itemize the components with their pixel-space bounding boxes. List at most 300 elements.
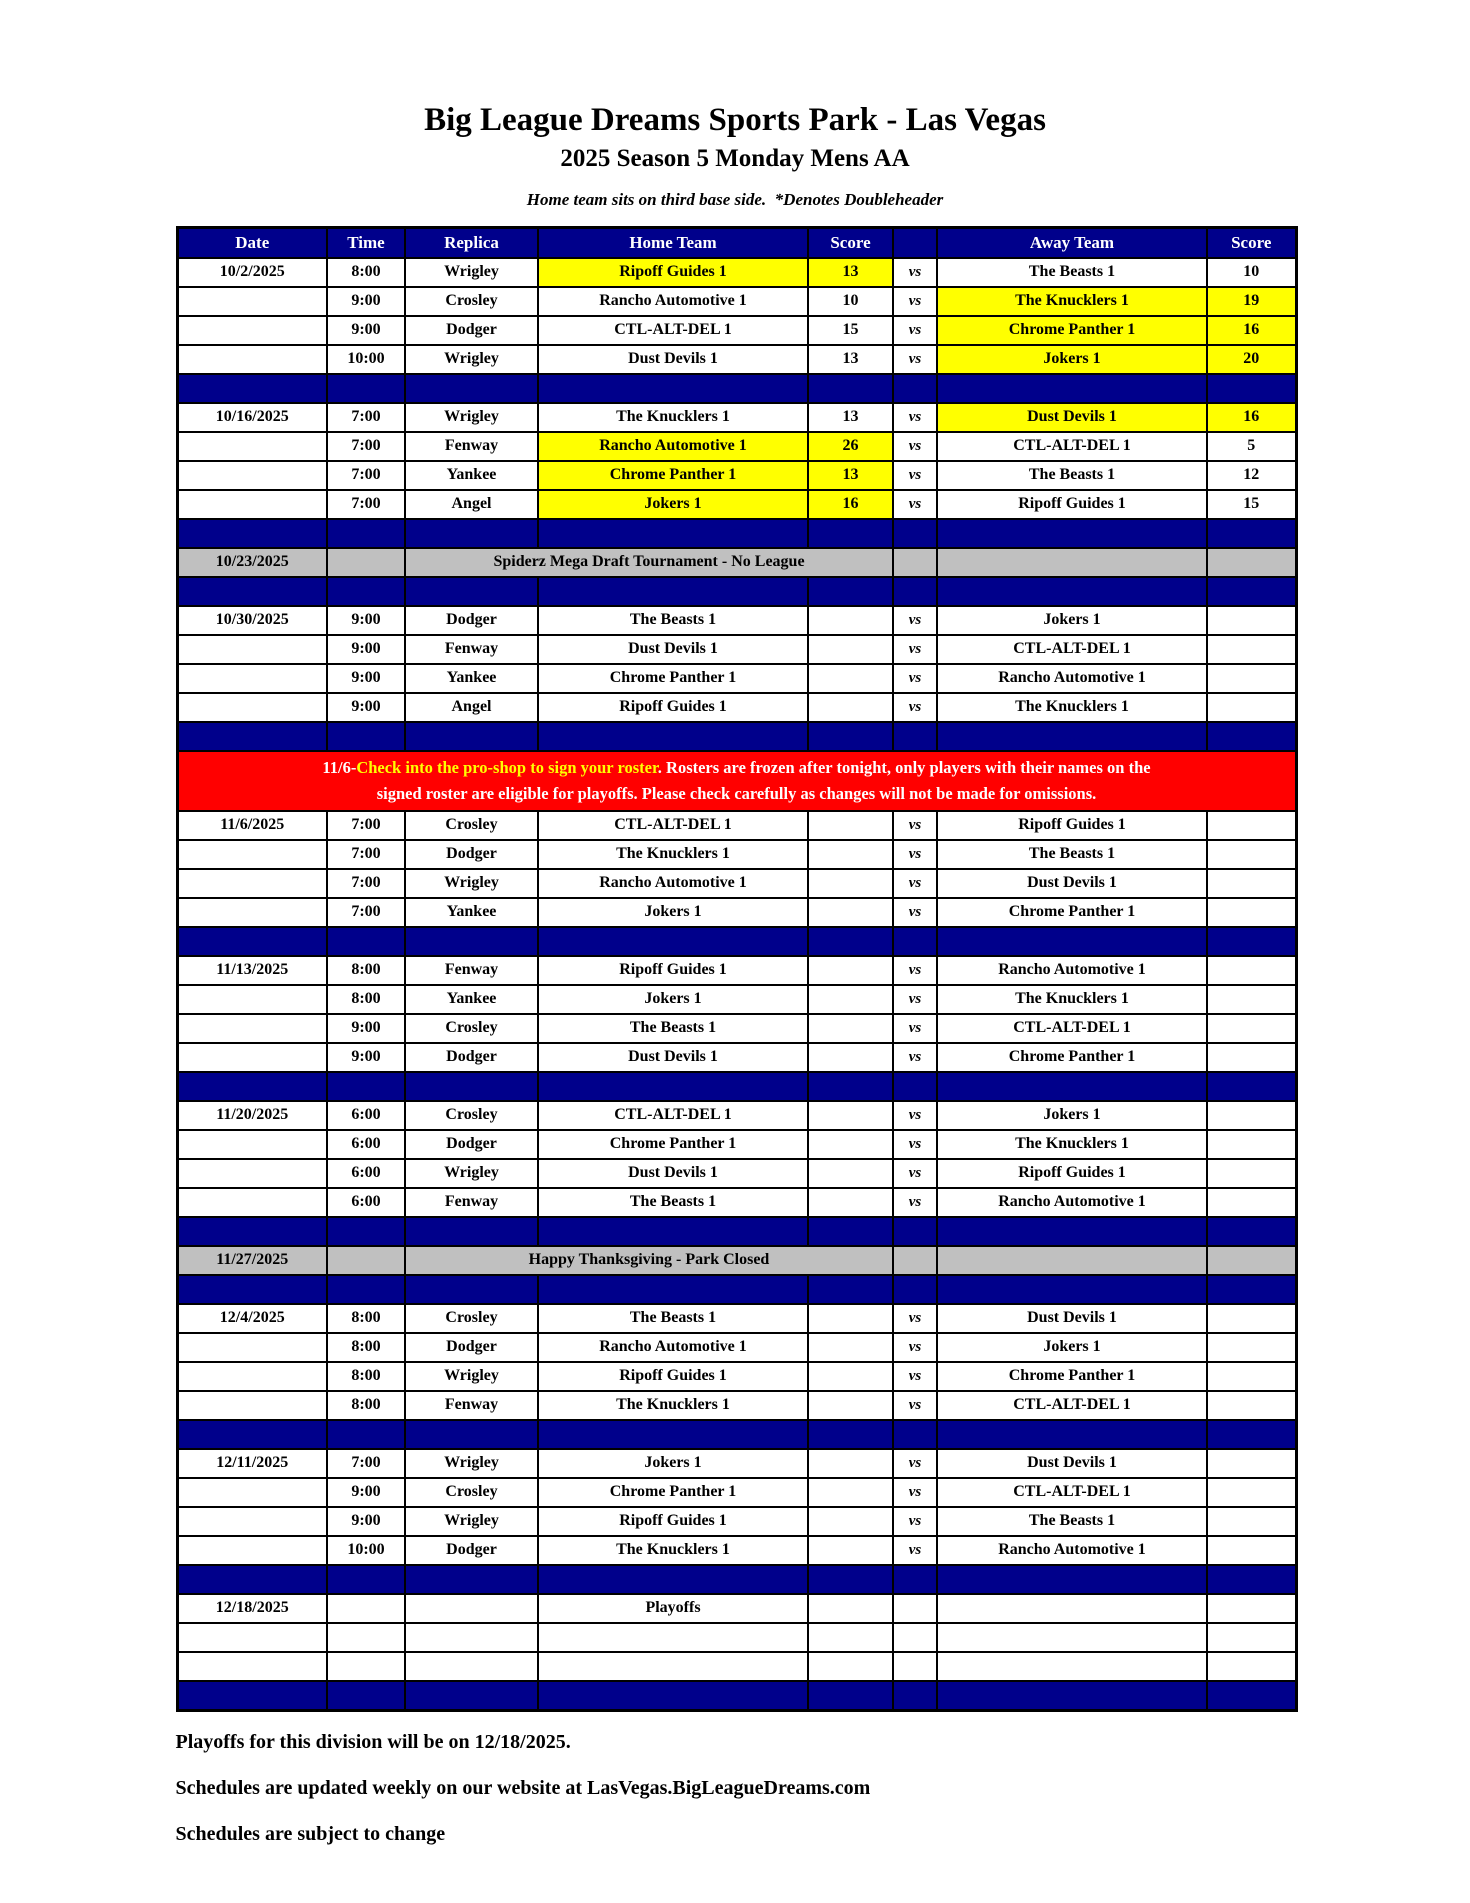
game-row <box>177 1159 1296 1188</box>
vs-cell: vs <box>893 287 937 316</box>
empty-cell <box>808 1652 893 1681</box>
separator-cell <box>538 1681 808 1711</box>
date-cell <box>177 1159 327 1188</box>
separator-cell <box>177 1420 327 1449</box>
home-team-cell: The Knucklers 1 <box>538 1391 808 1420</box>
date-cell <box>177 693 327 722</box>
home-team-cell: Ripoff Guides 1 <box>538 258 808 287</box>
separator-cell <box>538 1217 808 1246</box>
separator-cell <box>177 1681 327 1711</box>
time-cell: 6:00 <box>327 1188 405 1217</box>
banner-line-2: signed roster are eligible for playoffs. Please check carefully as changes will not be made for omissions. <box>376 783 1097 803</box>
separator-cell <box>405 722 538 751</box>
time-cell: 9:00 <box>327 287 405 316</box>
empty-cell <box>1207 1652 1296 1681</box>
replica-cell: Fenway <box>405 432 538 461</box>
date-cell: 11/13/2025 <box>177 956 327 985</box>
vs-cell: vs <box>893 1478 937 1507</box>
replica-cell: Wrigley <box>405 403 538 432</box>
away-team-cell: The Beasts 1 <box>937 1507 1207 1536</box>
separator-row <box>177 1420 1296 1449</box>
empty-row <box>177 1652 1296 1681</box>
vs-cell: vs <box>893 869 937 898</box>
schedule-table <box>176 226 1298 1712</box>
away-score-cell: 16 <box>1207 403 1296 432</box>
vs-cell: vs <box>893 1014 937 1043</box>
away-score-cell <box>1207 1130 1296 1159</box>
separator-row <box>177 1275 1296 1304</box>
home-team-cell: Ripoff Guides 1 <box>538 956 808 985</box>
away-score-cell <box>1207 1014 1296 1043</box>
empty-cell <box>177 1652 327 1681</box>
separator-cell <box>538 1420 808 1449</box>
game-row <box>177 635 1296 664</box>
game-row <box>177 1043 1296 1072</box>
separator-cell <box>937 1275 1207 1304</box>
vs-cell: vs <box>893 1043 937 1072</box>
away-score-cell <box>1207 1362 1296 1391</box>
separator-cell <box>808 1420 893 1449</box>
away-score-cell <box>1207 693 1296 722</box>
game-row <box>177 1188 1296 1217</box>
time-cell: 9:00 <box>327 635 405 664</box>
date-cell <box>177 345 327 374</box>
replica-cell: Yankee <box>405 985 538 1014</box>
game-row <box>177 461 1296 490</box>
date-cell <box>177 1130 327 1159</box>
empty-cell <box>405 1623 538 1652</box>
footer-playoffs-line: Playoffs for this division will be on 12/18/2025. <box>175 1730 571 1753</box>
separator-row <box>177 1072 1296 1101</box>
vs-cell: vs <box>893 1507 937 1536</box>
away-score-cell: 16 <box>1207 316 1296 345</box>
game-row <box>177 1449 1296 1478</box>
away-score-cell: 19 <box>1207 287 1296 316</box>
away-score-cell <box>1207 635 1296 664</box>
home-score-cell <box>808 1362 893 1391</box>
home-team-cell: Jokers 1 <box>538 985 808 1014</box>
date-cell <box>177 840 327 869</box>
separator-cell <box>405 1072 538 1101</box>
vs-cell: vs <box>893 956 937 985</box>
game-row <box>177 1333 1296 1362</box>
replica-cell: Angel <box>405 693 538 722</box>
date-cell <box>177 1478 327 1507</box>
home-score-cell <box>808 1043 893 1072</box>
game-row <box>177 1130 1296 1159</box>
away-team-cell: CTL-ALT-DEL 1 <box>937 635 1207 664</box>
game-row <box>177 1101 1296 1130</box>
separator-cell <box>327 1072 405 1101</box>
replica-cell: Dodger <box>405 840 538 869</box>
away-team-cell: Dust Devils 1 <box>937 869 1207 898</box>
separator-cell <box>177 927 327 956</box>
separator-cell <box>538 1565 808 1594</box>
vs-cell: vs <box>893 1391 937 1420</box>
away-team-cell: The Knucklers 1 <box>937 1130 1207 1159</box>
vs-cell: vs <box>893 606 937 635</box>
home-team-cell: Dust Devils 1 <box>538 345 808 374</box>
separator-cell <box>893 374 937 403</box>
game-row <box>177 956 1296 985</box>
time-cell <box>327 1594 405 1623</box>
away-team-cell: Dust Devils 1 <box>937 1304 1207 1333</box>
event-label-cell: Spiderz Mega Draft Tournament - No League <box>405 548 893 577</box>
game-row <box>177 693 1296 722</box>
separator-cell <box>327 927 405 956</box>
vs-cell: vs <box>893 693 937 722</box>
separator-cell <box>405 519 538 548</box>
separator-cell <box>1207 1217 1296 1246</box>
away-team-cell <box>937 1594 1207 1623</box>
replica-cell: Yankee <box>405 898 538 927</box>
time-cell: 7:00 <box>327 461 405 490</box>
empty-cell <box>177 1623 327 1652</box>
separator-cell <box>405 577 538 606</box>
away-score-cell <box>1207 1101 1296 1130</box>
home-team-cell: Rancho Automotive 1 <box>538 869 808 898</box>
away-team-cell: The Knucklers 1 <box>937 985 1207 1014</box>
col-header-away-score: Score <box>1207 227 1296 258</box>
separator-cell <box>177 1072 327 1101</box>
roster-banner-cell <box>177 751 1296 811</box>
date-cell <box>177 490 327 519</box>
game-row <box>177 1536 1296 1565</box>
separator-row <box>177 374 1296 403</box>
game-row <box>177 985 1296 1014</box>
separator-cell <box>893 1072 937 1101</box>
home-score-cell <box>808 869 893 898</box>
col-header-away-team: Away Team <box>937 227 1207 258</box>
time-cell: 9:00 <box>327 606 405 635</box>
home-score-cell <box>808 664 893 693</box>
home-score-cell <box>808 898 893 927</box>
separator-cell <box>177 519 327 548</box>
away-score-cell <box>1207 840 1296 869</box>
home-score-cell <box>808 1594 893 1623</box>
away-team-cell: CTL-ALT-DEL 1 <box>937 1391 1207 1420</box>
vs-cell: vs <box>893 811 937 840</box>
home-score-cell <box>808 1507 893 1536</box>
vs-cell: vs <box>893 490 937 519</box>
separator-cell <box>1207 927 1296 956</box>
time-cell: 9:00 <box>327 1043 405 1072</box>
vs-cell: vs <box>893 1333 937 1362</box>
home-team-cell: The Knucklers 1 <box>538 1536 808 1565</box>
separator-cell <box>405 1420 538 1449</box>
away-score-cell <box>1207 869 1296 898</box>
separator-cell <box>177 1217 327 1246</box>
replica-cell: Wrigley <box>405 1362 538 1391</box>
empty-cell <box>538 1623 808 1652</box>
away-score-cell <box>1207 1043 1296 1072</box>
separator-cell <box>893 577 937 606</box>
separator-cell <box>937 519 1207 548</box>
separator-cell <box>538 519 808 548</box>
separator-cell <box>538 374 808 403</box>
separator-cell <box>1207 1420 1296 1449</box>
date-cell: 10/23/2025 <box>177 548 327 577</box>
vs-cell: vs <box>893 985 937 1014</box>
game-row <box>177 840 1296 869</box>
home-score-cell <box>808 606 893 635</box>
separator-cell <box>808 519 893 548</box>
time-cell <box>327 548 405 577</box>
away-score-cell <box>1207 811 1296 840</box>
separator-cell <box>538 927 808 956</box>
vs-cell: vs <box>893 316 937 345</box>
date-cell: 10/16/2025 <box>177 403 327 432</box>
game-row <box>177 1478 1296 1507</box>
replica-cell: Crosley <box>405 1478 538 1507</box>
separator-cell <box>538 1072 808 1101</box>
replica-cell: Crosley <box>405 811 538 840</box>
separator-cell <box>177 577 327 606</box>
home-team-cell: CTL-ALT-DEL 1 <box>538 316 808 345</box>
away-score-cell <box>1207 1507 1296 1536</box>
separator-cell <box>538 1275 808 1304</box>
away-team-cell: Jokers 1 <box>937 1333 1207 1362</box>
date-cell: 10/2/2025 <box>177 258 327 287</box>
away-score-cell <box>1207 1449 1296 1478</box>
separator-cell <box>327 1565 405 1594</box>
time-cell: 7:00 <box>327 869 405 898</box>
vs-cell: vs <box>893 1130 937 1159</box>
separator-cell <box>177 374 327 403</box>
separator-cell <box>808 1275 893 1304</box>
replica-cell <box>405 1594 538 1623</box>
game-row <box>177 811 1296 840</box>
away-team-cell: The Beasts 1 <box>937 258 1207 287</box>
home-score-cell <box>808 1536 893 1565</box>
empty-cell <box>893 1652 937 1681</box>
banner-date-prefix: 11/6- <box>322 757 357 777</box>
home-team-cell: Chrome Panther 1 <box>538 1130 808 1159</box>
away-score-cell <box>1207 548 1296 577</box>
separator-cell <box>937 374 1207 403</box>
separator-cell <box>405 374 538 403</box>
home-team-cell: The Knucklers 1 <box>538 840 808 869</box>
game-row <box>177 898 1296 927</box>
separator-cell <box>808 1565 893 1594</box>
replica-cell: Crosley <box>405 1101 538 1130</box>
schedule-table-header <box>177 227 1296 258</box>
away-team-cell: Dust Devils 1 <box>937 403 1207 432</box>
separator-cell <box>405 1565 538 1594</box>
separator-cell <box>538 577 808 606</box>
separator-cell <box>1207 577 1296 606</box>
col-header-home-score: Score <box>808 227 893 258</box>
home-team-cell: Playoffs <box>538 1594 808 1623</box>
time-cell: 10:00 <box>327 1536 405 1565</box>
separator-cell <box>405 1275 538 1304</box>
separator-cell <box>937 577 1207 606</box>
date-cell <box>177 1043 327 1072</box>
home-team-cell: The Beasts 1 <box>538 606 808 635</box>
date-cell <box>177 287 327 316</box>
home-team-cell: The Beasts 1 <box>538 1188 808 1217</box>
col-header-vs <box>893 227 937 258</box>
home-team-cell: Chrome Panther 1 <box>538 461 808 490</box>
date-cell: 12/4/2025 <box>177 1304 327 1333</box>
game-row <box>177 869 1296 898</box>
separator-cell <box>808 927 893 956</box>
home-team-cell: Ripoff Guides 1 <box>538 1362 808 1391</box>
time-cell: 9:00 <box>327 316 405 345</box>
replica-cell: Fenway <box>405 635 538 664</box>
home-score-cell <box>808 1130 893 1159</box>
vs-cell: vs <box>893 1304 937 1333</box>
away-team-cell: Rancho Automotive 1 <box>937 1188 1207 1217</box>
separator-cell <box>937 1565 1207 1594</box>
banner-rest-text: . Rosters are frozen after tonight, only players with their names on the <box>657 757 1151 777</box>
away-score-cell <box>1207 1536 1296 1565</box>
vs-cell: vs <box>893 461 937 490</box>
away-team-cell: Chrome Panther 1 <box>937 898 1207 927</box>
vs-cell: vs <box>893 1536 937 1565</box>
header-row <box>177 227 1296 258</box>
separator-row <box>177 1217 1296 1246</box>
date-cell <box>177 1188 327 1217</box>
home-score-cell <box>808 1391 893 1420</box>
vs-cell: vs <box>893 1362 937 1391</box>
separator-cell <box>893 1217 937 1246</box>
time-cell: 6:00 <box>327 1101 405 1130</box>
replica-cell: Dodger <box>405 1536 538 1565</box>
page-title: Big League Dreams Sports Park - Las Vegas <box>424 102 1046 138</box>
game-row <box>177 490 1296 519</box>
event-label-cell: Happy Thanksgiving - Park Closed <box>405 1246 893 1275</box>
date-cell: 11/27/2025 <box>177 1246 327 1275</box>
separator-cell <box>177 1275 327 1304</box>
time-cell <box>327 1246 405 1275</box>
separator-cell <box>893 1275 937 1304</box>
home-score-cell <box>808 811 893 840</box>
away-team-cell: Ripoff Guides 1 <box>937 1159 1207 1188</box>
date-cell <box>177 1333 327 1362</box>
away-team-cell <box>937 548 1207 577</box>
footer-website-line: Schedules are updated weekly on our website at LasVegas.BigLeagueDreams.com <box>175 1776 871 1799</box>
away-score-cell <box>1207 1391 1296 1420</box>
time-cell: 8:00 <box>327 1391 405 1420</box>
empty-cell <box>327 1623 405 1652</box>
home-team-cell: The Beasts 1 <box>538 1014 808 1043</box>
separator-cell <box>405 1681 538 1711</box>
separator-row <box>177 1681 1296 1711</box>
away-team-cell: Chrome Panther 1 <box>937 1362 1207 1391</box>
date-cell <box>177 985 327 1014</box>
away-score-cell <box>1207 664 1296 693</box>
home-score-cell <box>808 693 893 722</box>
away-score-cell <box>1207 1304 1296 1333</box>
separator-cell <box>538 722 808 751</box>
vs-cell: vs <box>893 1159 937 1188</box>
separator-cell <box>1207 1275 1296 1304</box>
away-team-cell: The Knucklers 1 <box>937 693 1207 722</box>
replica-cell: Fenway <box>405 1391 538 1420</box>
home-team-cell: Chrome Panther 1 <box>538 1478 808 1507</box>
vs-cell: vs <box>893 432 937 461</box>
time-cell: 8:00 <box>327 1304 405 1333</box>
away-score-cell <box>1207 1246 1296 1275</box>
vs-cell <box>893 1594 937 1623</box>
away-score-cell: 12 <box>1207 461 1296 490</box>
away-team-cell: The Beasts 1 <box>937 840 1207 869</box>
game-row <box>177 606 1296 635</box>
home-team-cell: Chrome Panther 1 <box>538 664 808 693</box>
separator-row <box>177 1565 1296 1594</box>
home-score-cell <box>808 635 893 664</box>
separator-cell <box>808 1072 893 1101</box>
home-score-cell: 13 <box>808 258 893 287</box>
footer-disclaimer-line: Schedules are subject to change <box>175 1822 446 1845</box>
empty-cell <box>808 1623 893 1652</box>
home-score-cell <box>808 1333 893 1362</box>
home-team-cell: Jokers 1 <box>538 1449 808 1478</box>
home-team-cell: Jokers 1 <box>538 490 808 519</box>
away-score-cell: 20 <box>1207 345 1296 374</box>
home-team-cell: The Beasts 1 <box>538 1304 808 1333</box>
game-row <box>177 1391 1296 1420</box>
col-header-replica: Replica <box>405 227 538 258</box>
away-score-cell <box>1207 1159 1296 1188</box>
home-score-cell: 10 <box>808 287 893 316</box>
home-score-cell: 13 <box>808 403 893 432</box>
date-cell: 12/11/2025 <box>177 1449 327 1478</box>
time-cell: 8:00 <box>327 985 405 1014</box>
game-row <box>177 345 1296 374</box>
home-score-cell <box>808 1449 893 1478</box>
vs-cell: vs <box>893 664 937 693</box>
time-cell: 7:00 <box>327 1449 405 1478</box>
game-row <box>177 316 1296 345</box>
away-team-cell: Jokers 1 <box>937 1101 1207 1130</box>
separator-cell <box>937 1072 1207 1101</box>
date-cell: 12/18/2025 <box>177 1594 327 1623</box>
time-cell: 8:00 <box>327 956 405 985</box>
game-row <box>177 664 1296 693</box>
separator-cell <box>327 577 405 606</box>
replica-cell: Dodger <box>405 316 538 345</box>
separator-cell <box>177 722 327 751</box>
time-cell: 8:00 <box>327 1333 405 1362</box>
away-score-cell: 10 <box>1207 258 1296 287</box>
schedule-table-body <box>177 258 1296 1711</box>
date-cell <box>177 432 327 461</box>
home-score-cell <box>808 840 893 869</box>
away-team-cell: Chrome Panther 1 <box>937 316 1207 345</box>
home-score-cell: 26 <box>808 432 893 461</box>
date-cell <box>177 461 327 490</box>
replica-cell: Crosley <box>405 287 538 316</box>
away-team-cell: Ripoff Guides 1 <box>937 811 1207 840</box>
home-team-cell: Jokers 1 <box>538 898 808 927</box>
away-score-cell <box>1207 1478 1296 1507</box>
empty-cell <box>327 1652 405 1681</box>
separator-cell <box>937 1217 1207 1246</box>
vs-cell: vs <box>893 840 937 869</box>
away-team-cell: Rancho Automotive 1 <box>937 956 1207 985</box>
separator-row <box>177 927 1296 956</box>
away-team-cell: Rancho Automotive 1 <box>937 1536 1207 1565</box>
time-cell: 7:00 <box>327 490 405 519</box>
empty-cell <box>937 1652 1207 1681</box>
separator-cell <box>327 722 405 751</box>
vs-cell <box>893 548 937 577</box>
away-score-cell <box>1207 898 1296 927</box>
date-cell <box>177 898 327 927</box>
home-score-cell: 13 <box>808 345 893 374</box>
